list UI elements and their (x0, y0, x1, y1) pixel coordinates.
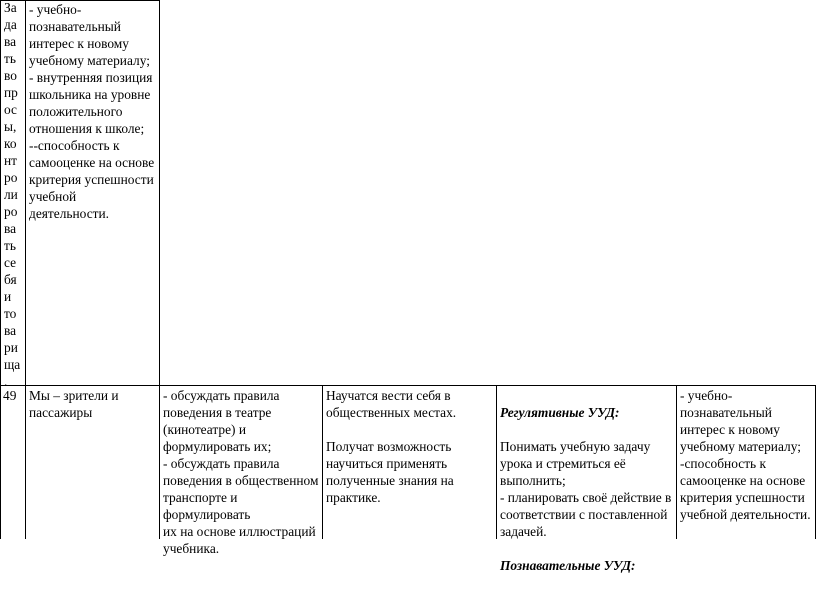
table-cell-personal: - учебно-познавательный интерес к новому учебному материалу; -способность к самооценке на основе критерия успешности учебной деятельности. (680, 388, 811, 522)
table-cell-results: Научатся вести себя в общественных местах. Получат возможность научиться применять полученные знания на практике. (326, 388, 457, 505)
table-cell-personal-uud: - учебно- познавательный интерес к новому учебному материалу; - внутренняя позиция школьника на уровне положительного отношения к школе; --способность к самооценке на основе критерия успешности учебной деятельности. (29, 2, 155, 221)
table-row-divider (0, 385, 816, 386)
table-cell-lesson-number: 49 (3, 388, 17, 403)
table-cell-activities: - обсуждать правила поведения в театре (кинотеатре) и формулировать их; - обсуждать правила поведения в общественном транспорте и формулировать их на основе иллюстраций учебника. (163, 388, 319, 556)
table-cell-lesson-topic: Мы – зрители и пассажиры (29, 388, 119, 420)
uud-regulative-heading: Регулятивные УУД: (500, 405, 620, 420)
uud-cognitive-heading: Познавательные УУД: (500, 558, 636, 573)
table-cell-uud (497, 387, 676, 573)
uud-regulative-text: Понимать учебную задачу урока и стремиться её выполнить; - планировать своё действие в соответствии с поставленной задачей. (500, 439, 672, 539)
table-cell-task-text: За да ва ть во пр ос ы, ко нт ро ли ро ва ть се бя и то ва ри ща . (4, 0, 21, 389)
